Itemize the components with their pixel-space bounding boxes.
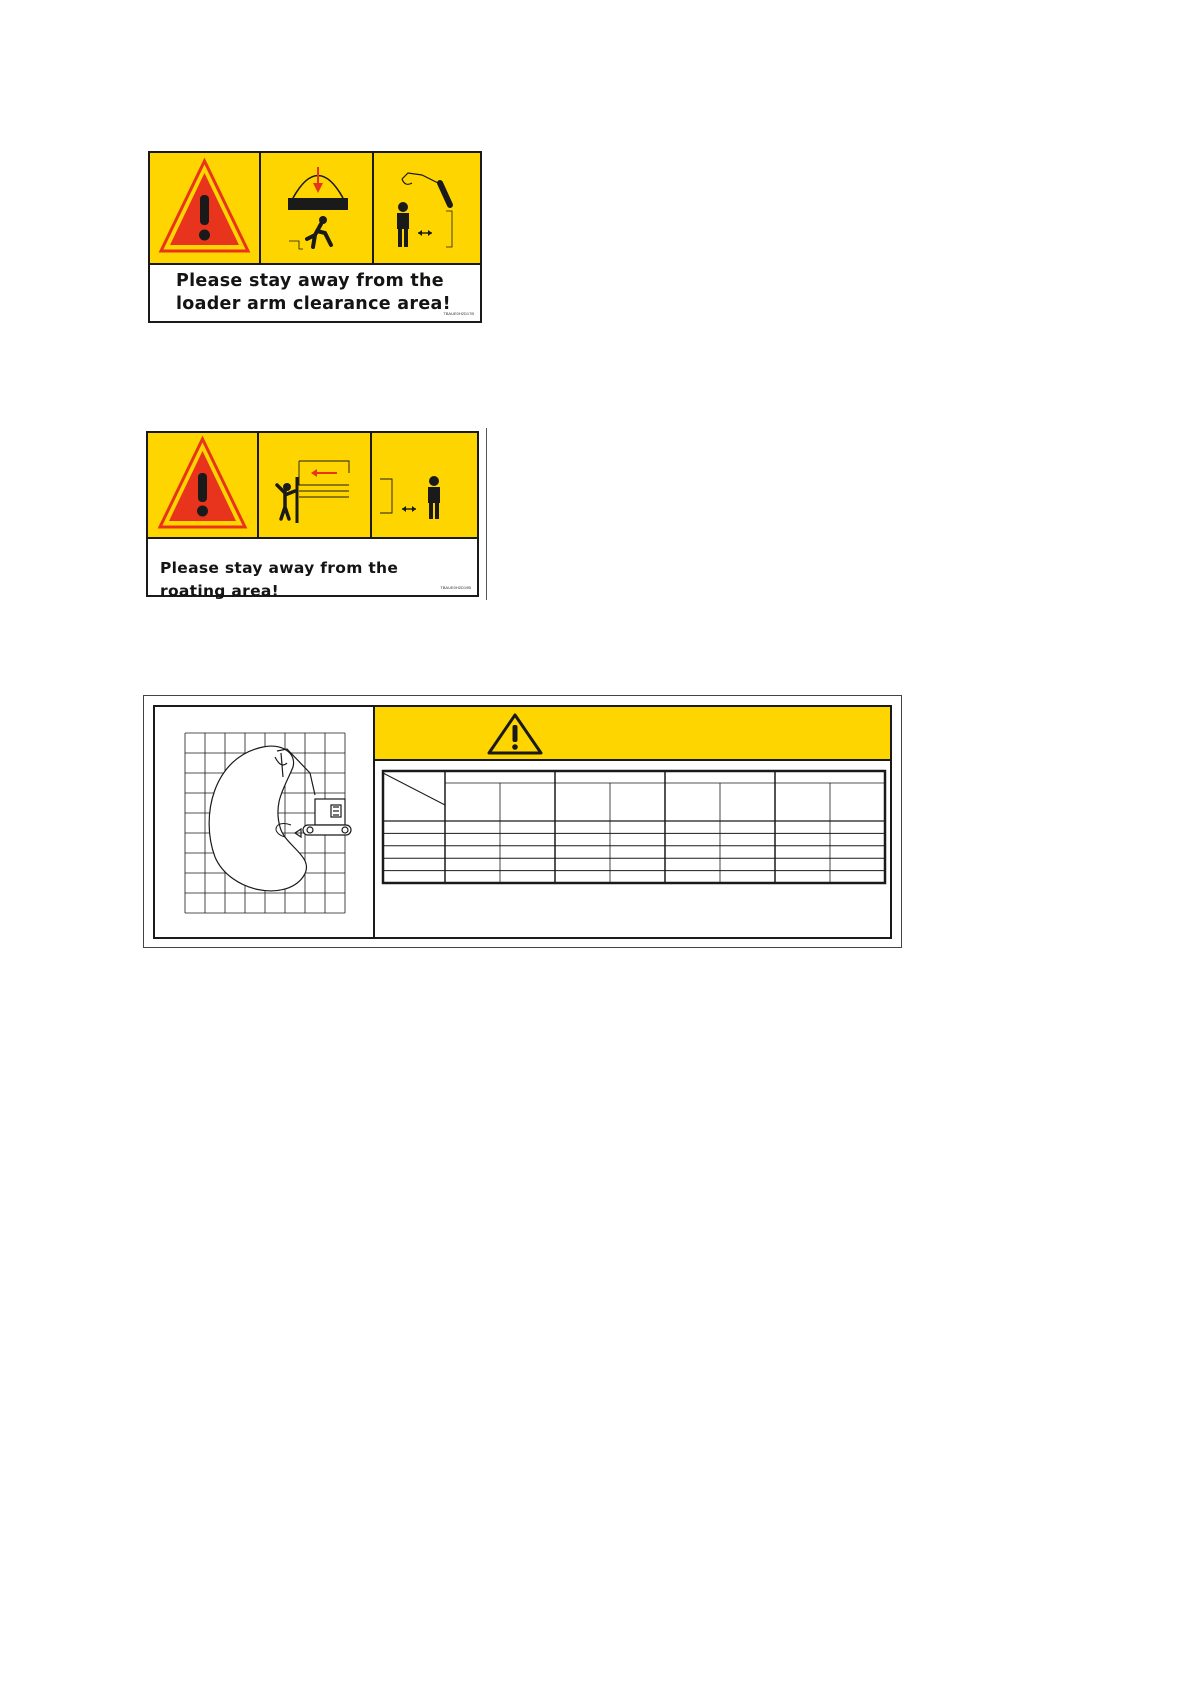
falling-load-panel [261, 153, 372, 263]
warning-message: Please stay away from the loader arm clearance area! [176, 271, 451, 314]
crush-hazard-panel [259, 433, 370, 537]
warning-triangle-icon [150, 153, 259, 263]
table-border [383, 771, 885, 883]
keep-distance-icon [372, 433, 477, 537]
working-range-panel [155, 707, 373, 937]
crush-hazard-icon [259, 433, 370, 537]
cut-line [486, 428, 487, 600]
warning-panel [148, 433, 257, 537]
arm-clearance-icon [374, 153, 480, 263]
warning-panel [150, 153, 259, 263]
warning-triangle-icon [148, 433, 257, 537]
falling-load-icon [261, 153, 372, 263]
keep-distance-panel [372, 433, 477, 537]
loader-arm-warning-label [148, 151, 482, 323]
caution-icon [485, 711, 545, 757]
working-range-diagram-icon [155, 707, 373, 937]
caution-header [375, 707, 890, 761]
lifting-capacity-table [381, 769, 891, 889]
warning-message: Please stay away from the roating area! [160, 559, 399, 600]
lifting-capacity-label [143, 695, 902, 948]
part-code: TBAUE0H2D19B [440, 585, 471, 590]
label-frame [153, 705, 892, 939]
part-code: TBAUE0H2D17B [443, 311, 474, 316]
rotating-area-warning-label [146, 431, 479, 600]
arm-clearance-panel [374, 153, 480, 263]
table-diagonal [383, 773, 445, 805]
